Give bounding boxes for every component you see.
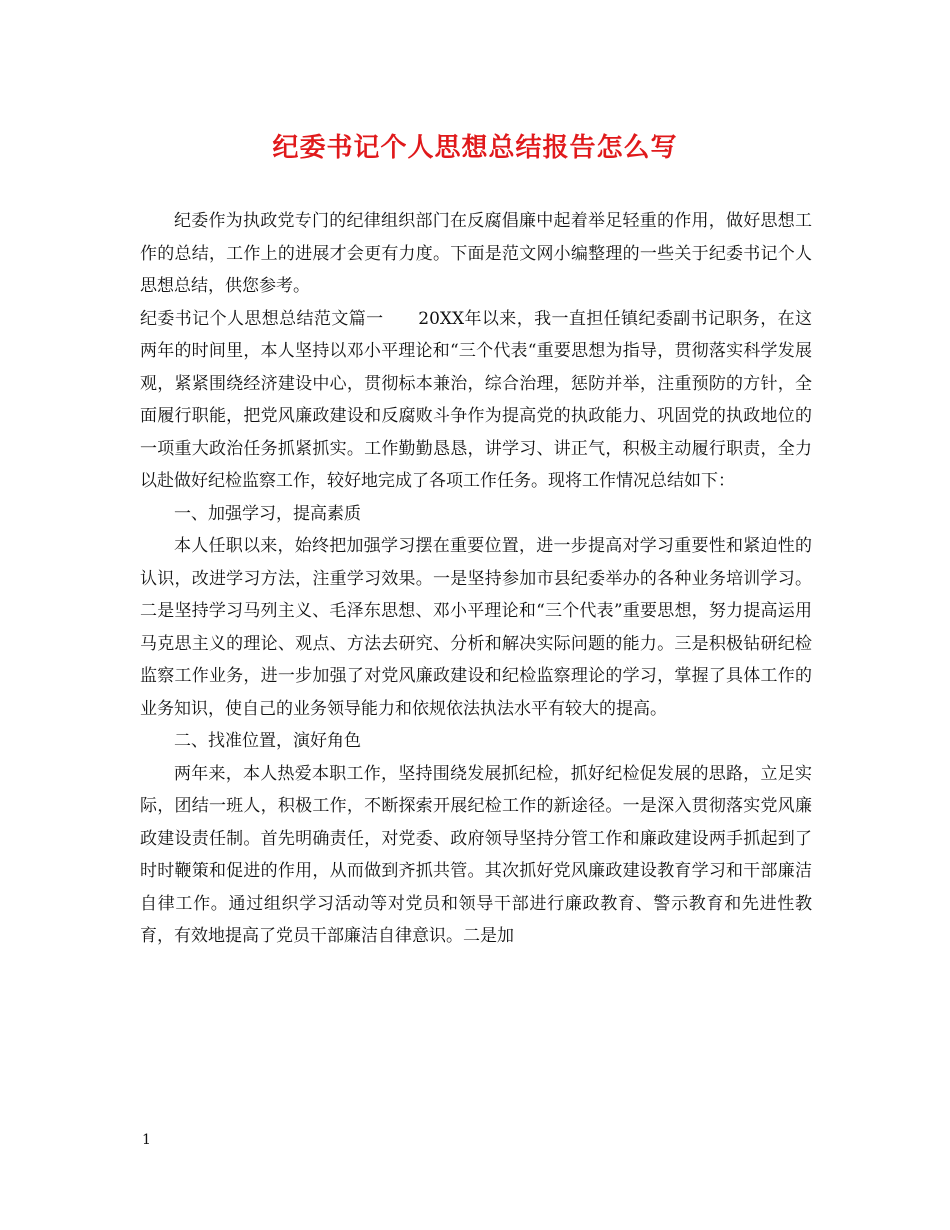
paragraph-section-2: 两年来，本人热爱本职工作，坚持围绕发展抓纪检，抓好纪检促发展的思路，立足实际，团结一班人，积极工作，不断探索开展纪检工作的新途径。一是深入贯彻落实党风廉政建设责任制。首先明确责任，对党委、政府领导坚持分管工作和廉政建设两手抓起到了时时鞭策和促进的作用，从而做到齐抓共管。其次抓好党风廉政建设教育学习和干部廉洁自律工作。通过组织学习活动等对党员和领导干部进行廉政教育、警示教育和先进性教育，有效地提高了党员干部廉洁自律意识。二是加 xyxy=(140,763,812,946)
section-heading-1: 一、加强学习，提高素质 xyxy=(174,503,361,524)
document-title: 纪委书记个人思想总结报告怎么写 xyxy=(272,133,678,163)
document-body xyxy=(140,205,812,953)
paragraph-intro: 纪委作为执政党专门的纪律组织部门在反腐倡廉中起着举足轻重的作用，做好思想工作的总结，工作上的进展才会更有力度。下面是范文网小编整理的一些关于纪委书记个人思想总结，供您参考。 xyxy=(140,211,812,296)
paragraph-section-1: 本人任职以来，始终把加强学习摆在重要位置，进一步提高对学习重要性和紧迫性的认识，改进学习方法，注重学习效果。一是坚持参加市县纪委举办的各种业务培训学习。二是坚持学习马列主义、毛泽东思想、邓小平理论和“三个代表”重要思想，努力提高运用马克思主义的理论、观点、方法去研究、分析和解决实际问题的能力。三是积极钻研纪检监察工作业务，进一步加强了对党风廉政建设和纪检监察理论的学习，掌握了具体工作的业务知识，使自己的业务领导能力和依规依法执法水平有较大的提高。 xyxy=(140,536,812,719)
section-heading-2: 二、找准位置，演好角色 xyxy=(174,731,361,751)
paragraph-article-start: 纪委书记个人思想总结范文篇一 20XX年以来，我一直担任镇纪委副书记职务，在这两年的时间里，本人坚持以邓小平理论和“三个代表“重要思想为指导，贯彻落实科学发展观，紧紧围绕经济建设中心，贯彻标本兼治，综合治理，惩防并举，注重预防的方针，全面履行职能，把党风廉政建设和反腐败斗争作为提高党的执政能力、巩固党的执政地位的一项重大政治任务抓紧抓实。工作勤勤恳恳，讲学习、讲正气，积极主动履行职责，全力以赴做好纪检监察工作，较好地完成了各项工作任务。现将工作情况总结如下： xyxy=(140,308,812,491)
page-number: 1 xyxy=(142,1132,151,1148)
